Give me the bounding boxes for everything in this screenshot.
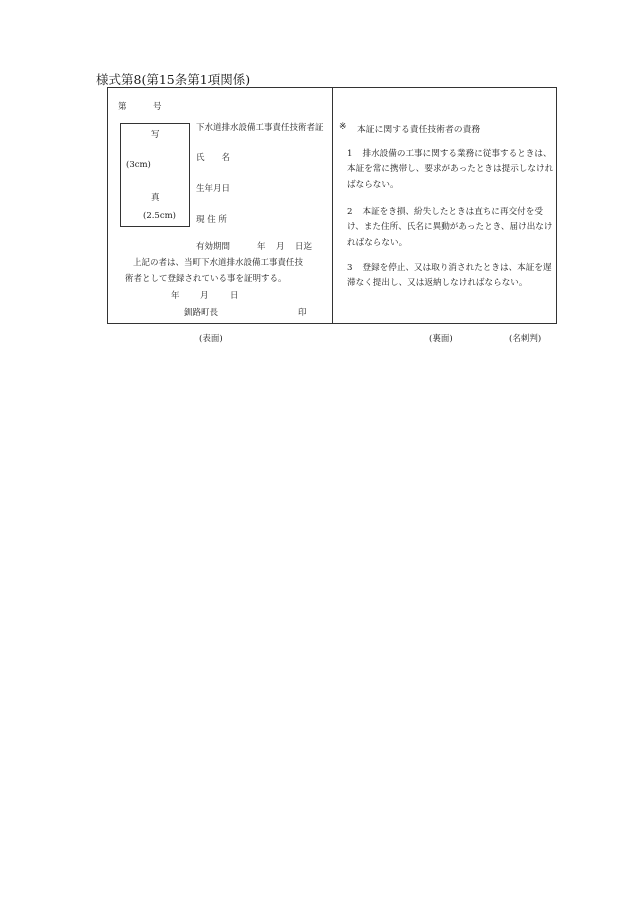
duty-item-3-number: 3 [347, 263, 353, 273]
photo-size-label: (3cm) [126, 160, 151, 170]
issue-date-month: 月 [200, 291, 209, 301]
seal-mark: 印 [298, 308, 307, 318]
duty-item-3 [347, 261, 555, 292]
caption-size: (名刺判) [509, 334, 542, 344]
validity-label: 有効期間 [196, 242, 231, 252]
issue-date-year: 年 [171, 291, 180, 301]
duty-item-2-text: 本証をき損、紛失したときは直ちに再交付を受け、また住所、氏名に異動があったとき、届け出なければならない。 [347, 207, 553, 248]
duty-item-3-text: 登録を停止、又は取り消されたときは、本証を遅滞なく提出し、又は返納しなければならない。 [347, 263, 552, 289]
number-suffix: 号 [153, 102, 162, 112]
certification-line-1: 上記の者は、当町下水道排水設備工事責任技 [133, 258, 304, 268]
duty-item-1 [347, 147, 555, 193]
address-field-label: 現 住 所 [196, 215, 227, 225]
photo-label-bottom: 真 [151, 193, 160, 203]
card-title: 下水道排水設備工事責任技術者証 [196, 123, 324, 133]
validity-day: 日迄 [295, 242, 313, 252]
number-prefix: 第 [118, 102, 127, 112]
duty-item-1-number: 1 [347, 149, 353, 159]
certification-line-2: 術者として登録されている事を証明する。 [125, 274, 287, 284]
duty-item-2-number: 2 [347, 207, 353, 217]
name-field-label: 氏 名 [196, 153, 231, 163]
photo-size-label-2: (2.5cm) [143, 211, 176, 221]
issuer-name: 釧路町長 [184, 308, 219, 318]
caption-front: (表面) [199, 334, 223, 344]
validity-year: 年 [257, 242, 266, 252]
duty-item-1-text: 排水設備の工事に関する業務に従事するときは、本証を常に携帯し、要求があったときは提示しなければならない。 [347, 149, 554, 190]
caption-back: (裏面) [429, 334, 453, 344]
card-divider [332, 87, 333, 324]
form-title: 様式第8(第15条第1項関係) [96, 72, 251, 87]
duty-item-2 [347, 205, 555, 251]
back-heading-mark: ※ [339, 122, 347, 132]
birthdate-field-label: 生年月日 [196, 184, 231, 194]
photo-label-top: 写 [151, 130, 160, 140]
back-heading: 本証に関する責任技術者の責務 [357, 125, 481, 135]
validity-month: 月 [276, 242, 285, 252]
issue-date-day: 日 [230, 291, 239, 301]
